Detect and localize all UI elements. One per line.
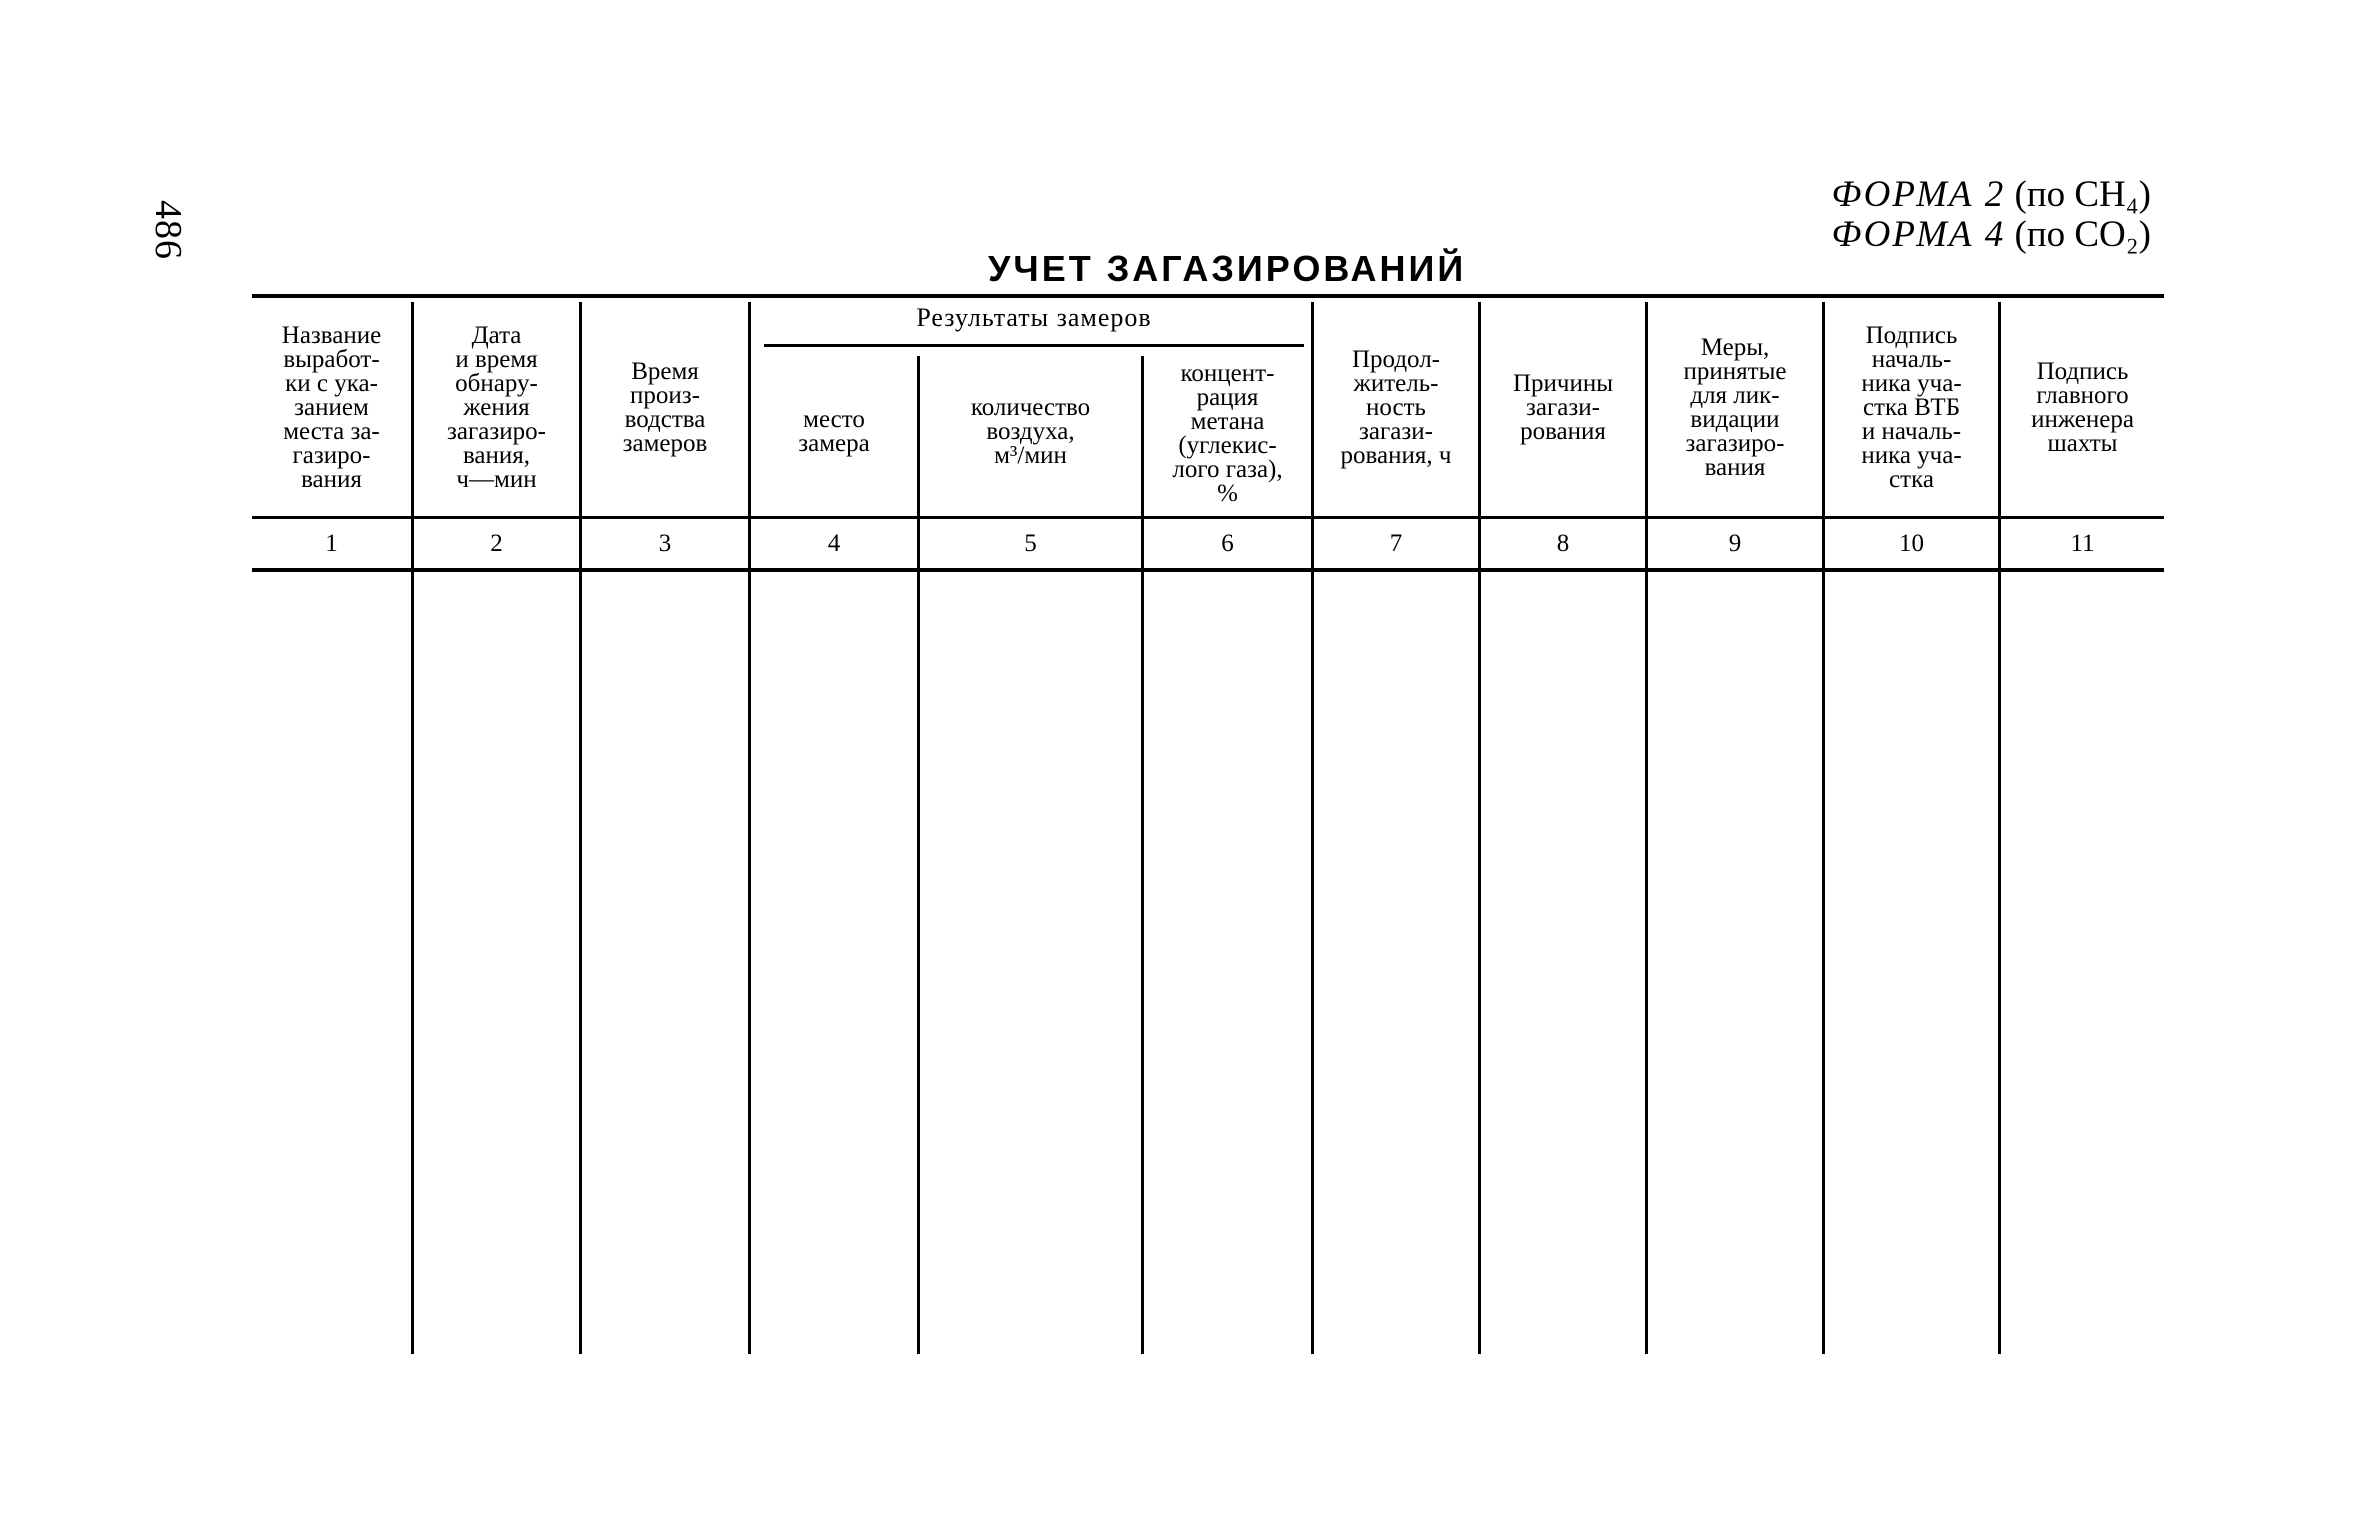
- table-body-empty: [252, 572, 2164, 1354]
- col-number-10: 10: [1899, 530, 1924, 557]
- col-number-7: 7: [1389, 530, 1403, 557]
- col-header-11: Подпись главного инженера шахты: [2031, 358, 2134, 457]
- col-header-5: количество воздуха, м³/мин: [970, 394, 1091, 469]
- form-line-co2: [1831, 215, 2151, 255]
- document-title: УЧЕТ ЗАГАЗИРОВАНИЙ: [988, 248, 1467, 289]
- col-number-8: 8: [1556, 530, 1570, 557]
- col-header-2: Дата и время обнару- жения загазиро- вания, ч—мин: [447, 322, 546, 493]
- form-2-label: ФОРМА 2: [1831, 174, 2006, 215]
- col-number-4: 4: [827, 530, 841, 557]
- form-line-ch4: [1831, 175, 2151, 215]
- group-header-rule: [764, 344, 1304, 347]
- col-header-1: Название выработ- ки с ука- занием места за- газиро- вания: [281, 322, 382, 493]
- form-4-gas: (по CO₂): [2014, 214, 2151, 255]
- col-number-11: 11: [2070, 530, 2095, 557]
- group-header-measurements: Результаты замеров: [916, 303, 1152, 332]
- col-number-6: 6: [1221, 530, 1234, 557]
- col-number-5: 5: [1024, 530, 1037, 557]
- col-header-10: Подпись началь- ника уча- стка ВТБ и началь- ника уча- стка: [1861, 322, 1962, 493]
- col-header-3: Время произ- водства замеров: [622, 358, 708, 457]
- col-number-3: 3: [658, 530, 672, 557]
- col-number-1: 1: [325, 530, 338, 557]
- col-header-7: Продол- житель- ность загази- рования, ч: [1340, 346, 1452, 469]
- form-labels: [1831, 175, 2151, 255]
- col-number-9: 9: [1728, 530, 1742, 557]
- col-header-8: Причины загази- рования: [1512, 370, 1614, 445]
- col-number-2: 2: [490, 530, 503, 557]
- table-top-rule: [252, 294, 2164, 298]
- form-4-label: ФОРМА 4: [1831, 214, 2006, 255]
- header-bottom-rule: [252, 516, 2164, 519]
- gas-log-table: [252, 294, 2164, 1354]
- col-header-4: место замера: [798, 406, 870, 457]
- page-number: 486: [147, 200, 189, 260]
- col-header-6: концент- рация метана (углекис- лого газа), %: [1172, 360, 1283, 507]
- form-2-gas: (по CH₄): [2014, 174, 2151, 215]
- col-header-9: Меры, принятые для лик- видации загазиро- вания: [1683, 334, 1787, 481]
